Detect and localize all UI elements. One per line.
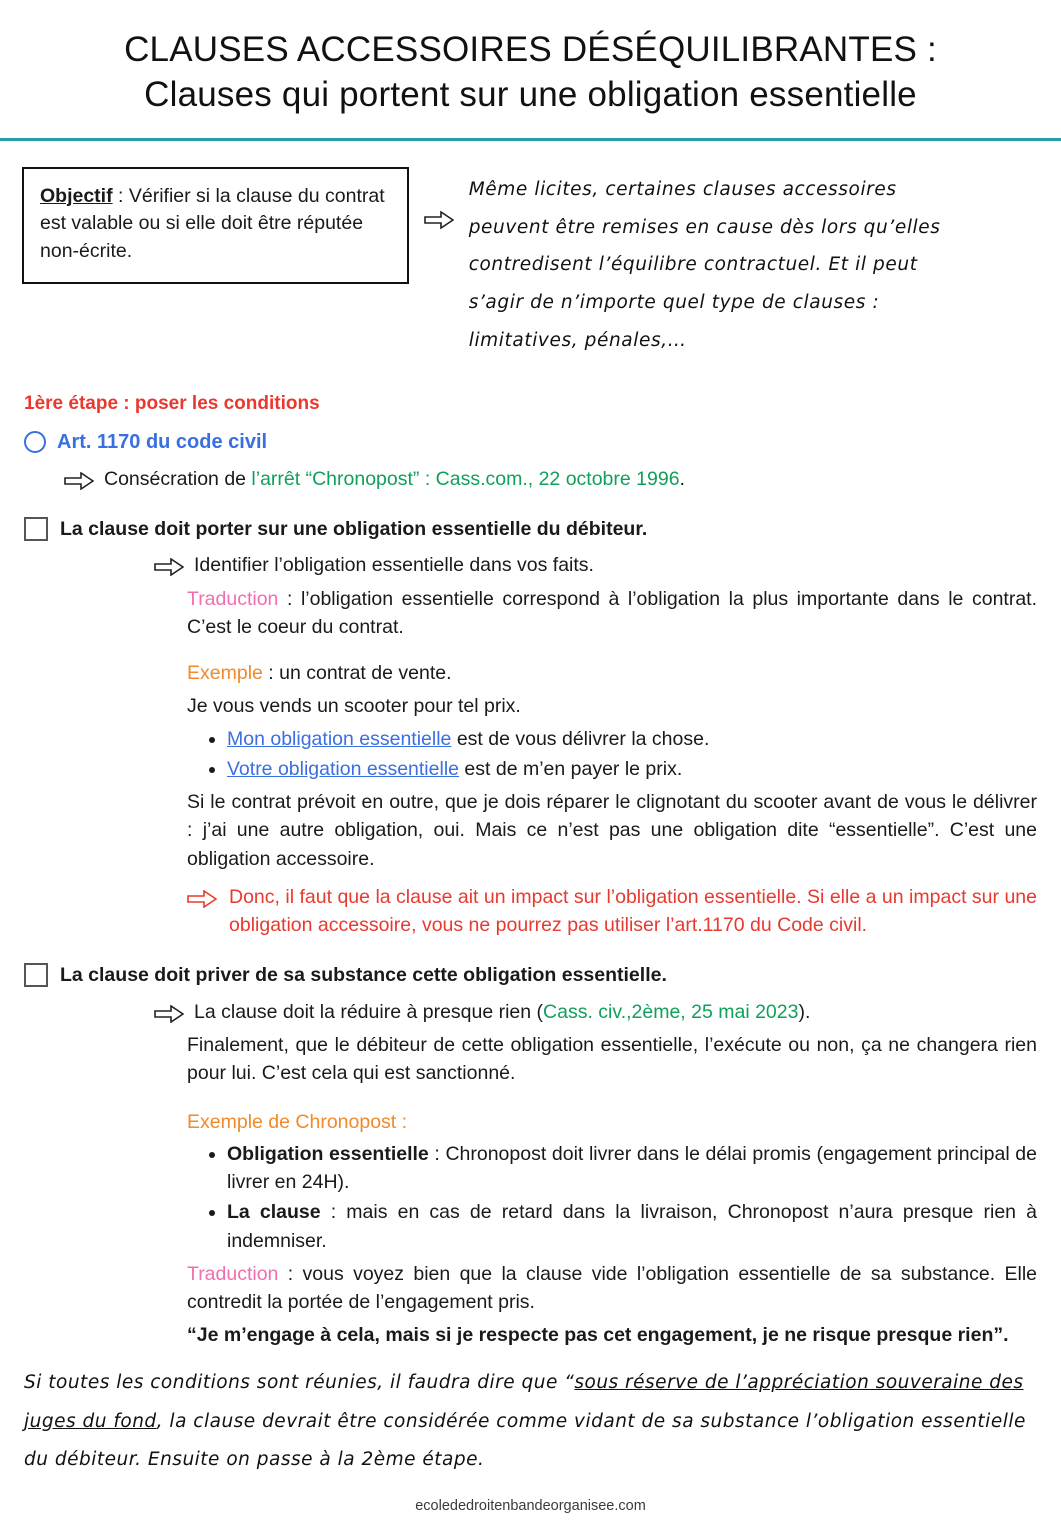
bullet-link[interactable]: Mon obligation essentielle xyxy=(227,727,452,750)
page-title-line-2: Clauses qui portent sur une obligation essentielle xyxy=(144,74,917,114)
article-reference-row xyxy=(24,428,1037,457)
traduction-text: : vous voyez bien que la clause vide l’obligation essentielle de sa substance. Elle contredit la portée de l’engagement pris. xyxy=(187,1262,1037,1314)
handwritten-top-line-2: peuvent être remises en cause dès lors qu’elles xyxy=(468,216,941,238)
exemple-label: Exemple xyxy=(187,662,263,685)
handwritten-top-line-3: contredisent l’équilibre contractuel. Et il peut xyxy=(468,254,918,276)
condition-2-exemple-label: Exemple de Chronopost : xyxy=(187,1110,408,1133)
bullet-bold: Obligation essentielle xyxy=(227,1142,429,1165)
condition-1-red-note: Donc, il faut que la clause ait un impact sur l’obligation essentielle. Si elle a un impact sur une obligation accessoire, vous ne pourrez pas utiliser l’art.1170 du Code civil. xyxy=(229,885,1037,937)
consecration-row xyxy=(64,465,1037,493)
condition-2-title: La clause doit priver de sa substance cette obligation essentielle. xyxy=(60,964,667,987)
list-item xyxy=(227,1198,1037,1255)
condition-2-quote: “Je m’engage à cela, mais si je respecte pas cet engagement, je ne risque presque rien”. xyxy=(187,1324,1009,1347)
traduction-label: Traduction xyxy=(187,587,279,610)
bullet-rest: : mais en cas de retard dans la livraison, Chronopost n’aura presque rien à indemniser. xyxy=(227,1201,1037,1252)
condition-1-exemple-line2: Je vous vends un scooter pour tel prix. xyxy=(187,695,521,718)
consecration-prefix: Consécration de xyxy=(104,467,252,490)
objective-section xyxy=(0,141,1061,361)
traduction-text: : l’obligation essentielle correspond à l’obligation la plus importante dans le contrat. C’est le coeur du contrat. xyxy=(187,587,1037,638)
condition-2-reduce-row xyxy=(154,998,1037,1026)
arrow-right-icon xyxy=(187,890,217,906)
traduction-label: Traduction xyxy=(187,1262,279,1285)
list-item xyxy=(227,1140,1037,1197)
handwritten-note-top xyxy=(469,167,1039,361)
bullet-rest: est de m’en payer le prix. xyxy=(459,757,683,780)
list-item xyxy=(227,725,1037,753)
condition-1-exemple xyxy=(187,659,1037,687)
circle-bullet-icon xyxy=(24,431,46,453)
condition-1-traduction xyxy=(187,585,1037,642)
handwritten-bottom-seg-1: Si toutes les conditions sont réunies, il faudra dire que “ xyxy=(24,1371,575,1393)
condition-2-body xyxy=(187,1031,1037,1350)
reduce-prefix: La clause doit la réduire à presque rien ( xyxy=(194,1000,544,1023)
bullet-rest: est de vous délivrer la chose. xyxy=(451,727,710,750)
bullet-link[interactable]: Votre obligation essentielle xyxy=(227,757,459,780)
condition-2-traduction xyxy=(187,1260,1037,1317)
reduce-citation: Cass. civ.,2ème, 25 mai 2023 xyxy=(543,1000,799,1023)
condition-2-paragraph: Finalement, que le débiteur de cette obligation essentielle, l’exécute ou non, ça ne changera rien pour lui. C’est cela qui est sanctionné. xyxy=(187,1034,1037,1085)
objective-arrow-column xyxy=(415,167,463,227)
condition-1-paragraph: Si le contrat prévoit en outre, que je dois réparer le clignotant du scooter avant de vous le délivrer : j’ai une autre obligation, oui. Mais ce n’est pas une obligation dite “essentielle”. C’est une obligation accessoire. xyxy=(187,791,1037,870)
arrow-right-icon xyxy=(154,558,184,574)
condition-1-red-note-row xyxy=(187,883,1037,940)
condition-2-bullet-list xyxy=(187,1140,1037,1255)
page-header xyxy=(0,0,1061,130)
bullet-bold: La clause xyxy=(227,1201,321,1224)
handwritten-bottom-underlined: sous réserve de l’appréciation souveraine des juges du fond xyxy=(24,1371,1024,1432)
reduce-suffix: ). xyxy=(798,1000,811,1023)
condition-1-body xyxy=(187,585,1037,940)
exemple-text: : un contrat de vente. xyxy=(262,662,452,685)
consecration-text xyxy=(104,465,685,493)
handwritten-top-line-4: s’agir de n’importe quel type de clauses : xyxy=(468,292,880,314)
bullet-rest: : Chronopost doit livrer dans le délai promis (engagement principal de livrer en 24H). xyxy=(227,1142,1037,1194)
objective-label: Objectif xyxy=(40,184,113,207)
objective-text: : Vérifier si la clause du contrat est valable ou si elle doit être réputée non-écrite. xyxy=(40,184,385,262)
footer-site[interactable]: ecolededroitenbandeorganisee.com xyxy=(415,1498,646,1515)
checkbox-icon[interactable] xyxy=(24,517,48,541)
condition-1-title: La clause doit porter sur une obligation essentielle du débiteur. xyxy=(60,518,648,541)
arrow-right-icon xyxy=(424,211,454,227)
arrow-right-icon xyxy=(64,472,94,488)
step-title: 1ère étape : poser les conditions xyxy=(24,393,320,415)
article-label: Art. 1170 du code civil xyxy=(57,430,268,453)
handwritten-bottom-seg-3: , la clause devrait être considérée comme vidant de sa substance l’obligation essentielle du débiteur. Ensuite on passe à la 2ème étape. xyxy=(24,1410,1026,1471)
consecration-suffix: . xyxy=(679,467,685,490)
condition-1-identify-row xyxy=(154,551,1037,579)
objective-box xyxy=(22,167,409,284)
condition-2-reduce-text xyxy=(194,998,810,1026)
list-item xyxy=(227,755,1037,783)
main-content xyxy=(0,360,1061,1349)
page-title xyxy=(24,28,1037,118)
handwritten-note-bottom xyxy=(0,1350,1061,1481)
handwritten-top-line-5: limitatives, pénales,… xyxy=(468,330,687,352)
consecration-citation: l’arrêt “Chronopost” : Cass.com., 22 octobre 1996 xyxy=(251,467,680,490)
condition-2-row[interactable] xyxy=(24,961,1037,989)
handwritten-top-line-1: Même licites, certaines clauses accessoires xyxy=(468,178,897,200)
checkbox-icon[interactable] xyxy=(24,963,48,987)
condition-1-bullet-list xyxy=(187,725,1037,784)
page-title-line-1: CLAUSES ACCESSOIRES DÉSÉQUILIBRANTES : xyxy=(124,30,937,69)
condition-1-identify-text: Identifier l’obligation essentielle dans vos faits. xyxy=(194,554,594,577)
arrow-right-icon xyxy=(154,1005,184,1021)
condition-1-row[interactable] xyxy=(24,515,1037,543)
